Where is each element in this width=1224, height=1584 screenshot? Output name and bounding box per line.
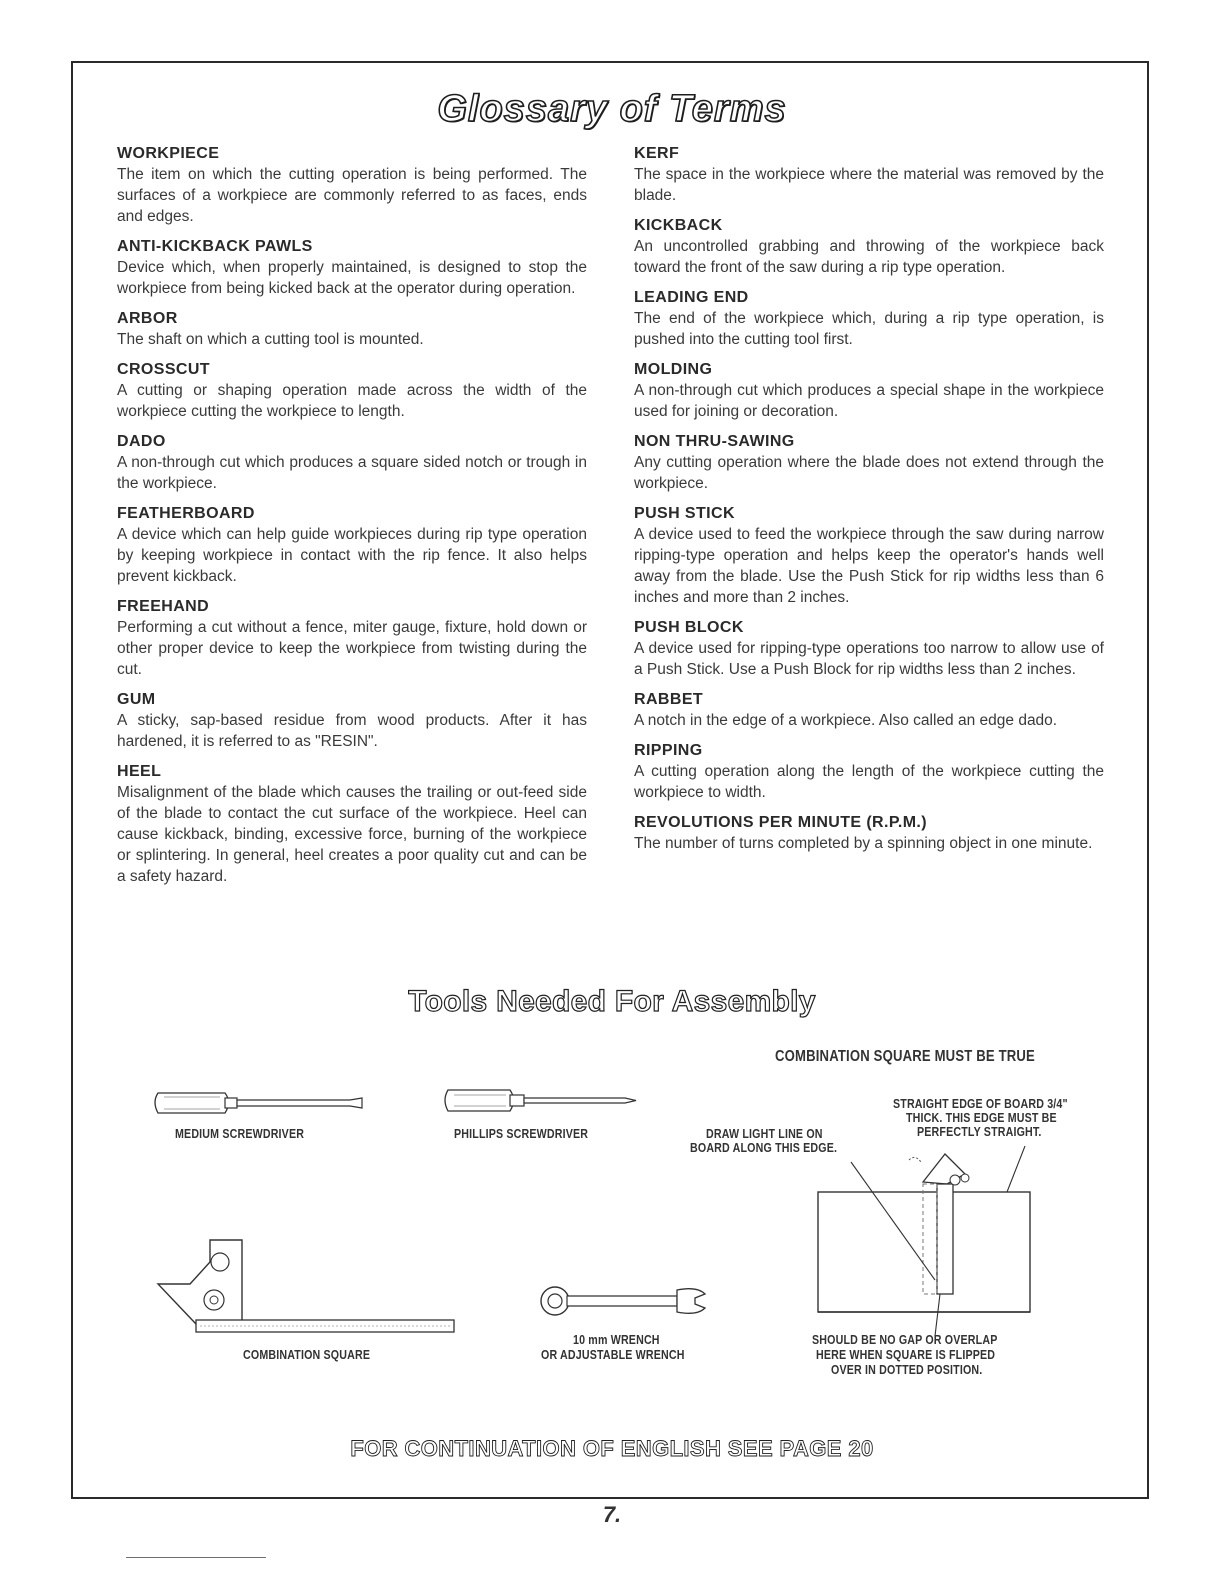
glossary-entry: [634, 813, 1104, 854]
combination-square-icon: [150, 1232, 460, 1344]
straight-edge-note-line3: PERFECTLY STRAIGHT.: [917, 1124, 1042, 1139]
glossary-definition: A sticky, sap-based residue from wood products. After it has hardened, it is referred to as "RESIN".: [117, 712, 587, 750]
glossary-left-column: [117, 144, 587, 897]
glossary-definition: A cutting operation along the length of the workpiece cutting the workpiece to width.: [634, 763, 1104, 801]
glossary-entry: [117, 432, 587, 494]
glossary-term: WORKPIECE: [117, 145, 220, 162]
glossary-term: CROSSCUT: [117, 361, 210, 378]
straight-edge-note-line1: STRAIGHT EDGE OF BOARD 3/4": [893, 1096, 1068, 1111]
no-gap-note-line3: OVER IN DOTTED POSITION.: [831, 1362, 983, 1377]
medium-screwdriver-label: MEDIUM SCREWDRIVER: [175, 1126, 305, 1141]
glossary-definition: Misalignment of the blade which causes the trailing or out-feed side of the blade to contact the cut surface of the workpiece. Heel can cause kickback, binding, excessive force, burning of the workpiece or splintering. In general, heel creates a poor quality cut and can be a safety hazard.: [117, 784, 587, 885]
glossary-definition: An uncontrolled grabbing and throwing of the workpiece back toward the front of the saw during a rip type operation.: [634, 238, 1104, 276]
square-true-heading: COMBINATION SQUARE MUST BE TRUE: [775, 1048, 1035, 1065]
glossary-term: RABBET: [634, 691, 704, 708]
glossary-entry: [117, 144, 587, 227]
draw-line-note-line1: DRAW LIGHT LINE ON: [706, 1126, 823, 1141]
glossary-definition: A device used to feed the workpiece through the saw during narrow ripping-type operation and helps keep the operator's hands well away from the blade. Use the Push Stick for rip widths less than 6 inches and more than 2 inches.: [634, 526, 1104, 606]
glossary-term: LEADING END: [634, 289, 749, 306]
glossary-entry: [634, 504, 1104, 608]
combination-square-label: COMBINATION SQUARE: [243, 1347, 371, 1362]
straight-edge-note-line2: THICK. THIS EDGE MUST BE: [906, 1110, 1057, 1125]
glossary-term: PUSH STICK: [634, 505, 735, 522]
wrench-label-line1: 10 mm WRENCH: [573, 1332, 660, 1347]
glossary-definition: A cutting or shaping operation made across the width of the workpiece cutting the workpiece to length.: [117, 382, 587, 420]
no-gap-note-line1: SHOULD BE NO GAP OR OVERLAP: [812, 1332, 998, 1347]
glossary-entry: [634, 432, 1104, 494]
glossary-term: GUM: [117, 691, 156, 708]
glossary-term: NON THRU-SAWING: [634, 433, 795, 450]
wrench-icon: [537, 1284, 717, 1318]
glossary-term: KICKBACK: [634, 217, 723, 234]
glossary-definition: The space in the workpiece where the material was removed by the blade.: [634, 166, 1104, 204]
draw-line-note-line2: BOARD ALONG THIS EDGE.: [690, 1140, 838, 1155]
glossary-definition: Device which, when properly maintained, is designed to stop the workpiece from being kicked back at the operator during operation.: [117, 259, 587, 297]
glossary-entry: [117, 762, 587, 887]
glossary-right-column: [634, 144, 1104, 864]
glossary-entry: [117, 597, 587, 680]
glossary-entry: [634, 288, 1104, 350]
page-number: 7.: [602, 1502, 622, 1527]
glossary-entry: [634, 216, 1104, 278]
phillips-screwdriver-label: PHILLIPS SCREWDRIVER: [454, 1126, 589, 1141]
glossary-term: ANTI-KICKBACK PAWLS: [117, 238, 313, 255]
glossary-definition: A non-through cut which produces a square sided notch or trough in the workpiece.: [117, 454, 587, 492]
glossary-term: REVOLUTIONS PER MINUTE (R.P.M.): [634, 814, 928, 831]
glossary-definition: A device used for ripping-type operations too narrow to allow use of a Push Stick. Use a Push Block for rip widths less than 2 inches.: [634, 640, 1104, 678]
wrench-label-line2: OR ADJUSTABLE WRENCH: [541, 1347, 685, 1362]
glossary-term: FREEHAND: [117, 598, 210, 615]
glossary-entry: [634, 144, 1104, 206]
glossary-term: HEEL: [117, 763, 162, 780]
glossary-definition: A device which can help guide workpieces during rip type operation by keeping workpiece in contact with the rip fence. It also helps prevent kickback.: [117, 526, 587, 585]
square-test-diagram: [815, 1140, 1040, 1320]
glossary-term: RIPPING: [634, 742, 703, 759]
glossary-entry: [634, 690, 1104, 731]
glossary-definition: Performing a cut without a fence, miter gauge, fixture, hold down or other proper device to keep the workpiece from twisting during the cut.: [117, 619, 587, 678]
page-title: Glossary of Terms: [437, 88, 787, 130]
glossary-definition: The shaft on which a cutting tool is mounted.: [117, 331, 424, 348]
glossary-definition: The item on which the cutting operation is being performed. The surfaces of a workpiece are commonly referred to as faces, ends and edges.: [117, 166, 587, 225]
glossary-definition: A notch in the edge of a workpiece. Also called an edge dado.: [634, 712, 1058, 729]
phillips-screwdriver-icon: [440, 1086, 640, 1116]
glossary-definition: The end of the workpiece which, during a rip type operation, is pushed into the cutting tool first.: [634, 310, 1104, 348]
no-gap-note-line2: HERE WHEN SQUARE IS FLIPPED: [816, 1347, 996, 1362]
tools-section-title: Tools Needed For Assembly: [408, 985, 816, 1018]
continuation-note: FOR CONTINUATION OF ENGLISH SEE PAGE 20: [350, 1436, 874, 1461]
glossary-entry: [117, 309, 587, 350]
glossary-definition: The number of turns completed by a spinning object in one minute.: [634, 835, 1093, 852]
glossary-term: MOLDING: [634, 361, 713, 378]
glossary-entry: [117, 360, 587, 422]
glossary-entry: [634, 741, 1104, 803]
glossary-definition: Any cutting operation where the blade does not extend through the workpiece.: [634, 454, 1104, 492]
glossary-term: KERF: [634, 145, 680, 162]
glossary-term: DADO: [117, 433, 166, 450]
glossary-term: FEATHERBOARD: [117, 505, 255, 522]
medium-screwdriver-icon: [150, 1088, 365, 1118]
glossary-term: ARBOR: [117, 310, 178, 327]
glossary-definition: A non-through cut which produces a special shape in the workpiece used for joining or decoration.: [634, 382, 1104, 420]
glossary-entry: [634, 360, 1104, 422]
link-underline: [126, 1557, 266, 1558]
glossary-term: PUSH BLOCK: [634, 619, 744, 636]
glossary-entry: [117, 237, 587, 299]
glossary-entry: [117, 504, 587, 587]
glossary-entry: [117, 690, 587, 752]
glossary-entry: [634, 618, 1104, 680]
